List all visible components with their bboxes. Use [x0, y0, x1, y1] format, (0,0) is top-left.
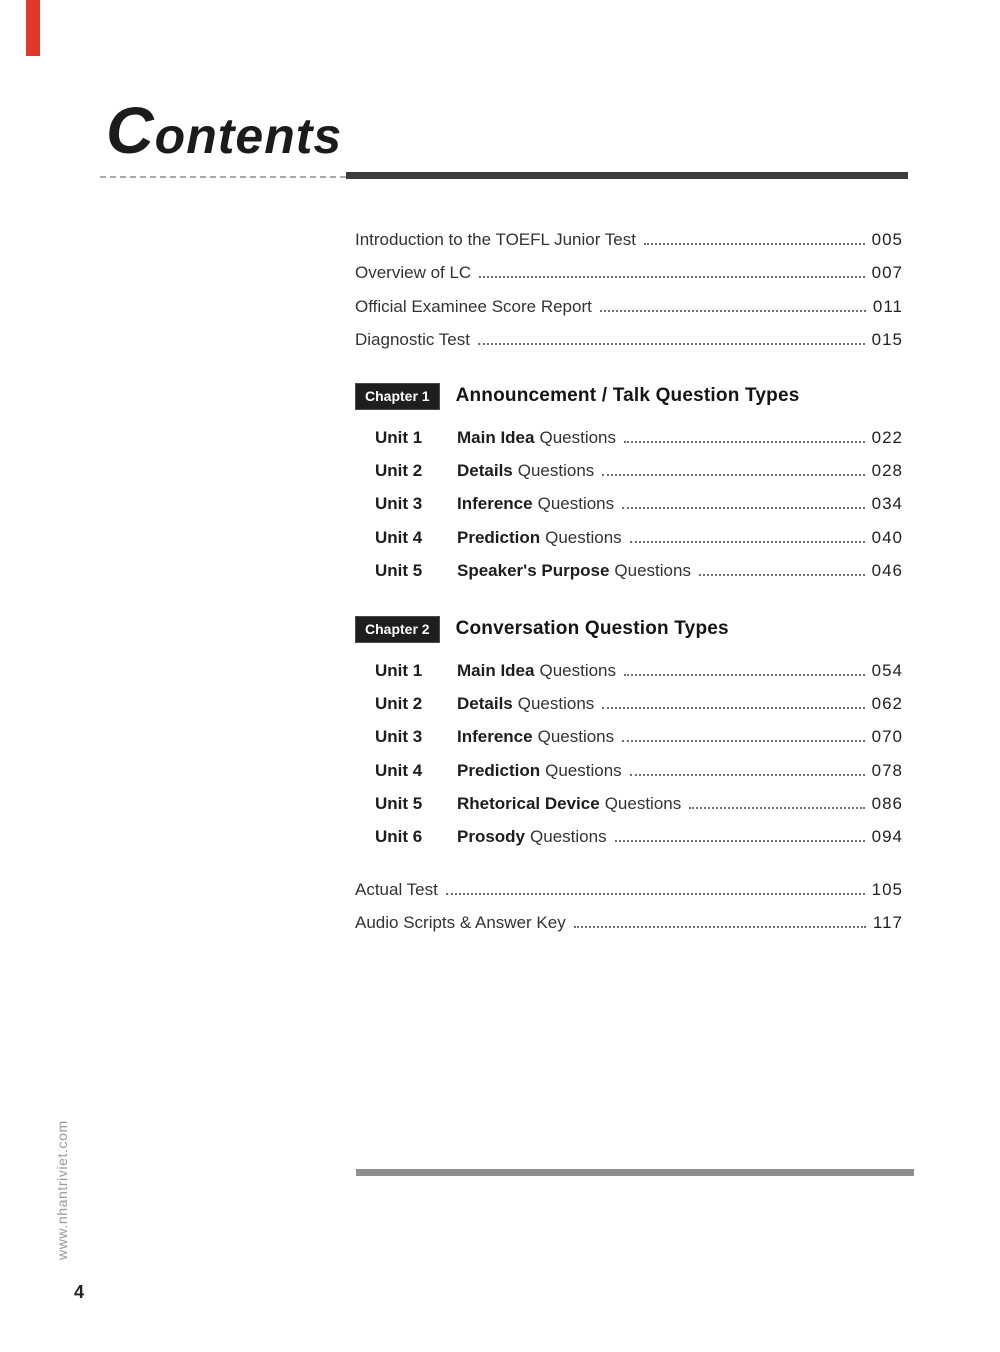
toc-unit-row [355, 528, 903, 548]
toc-page-number: 005 [871, 230, 903, 249]
toc-page-number: 022 [871, 427, 903, 447]
unit-label: Unit 5 [375, 794, 423, 814]
dot-leader [624, 441, 865, 443]
unit-label: Unit 1 [375, 427, 423, 447]
chapter-section [355, 616, 903, 848]
dot-leader [615, 840, 865, 842]
chapter-badge: Chapter 1 [355, 383, 440, 410]
toc-page-number: 040 [871, 527, 903, 547]
dot-leader [689, 807, 864, 809]
toc-row [355, 297, 903, 317]
dot-leader [574, 926, 866, 928]
unit-label: Unit 4 [375, 527, 423, 547]
unit-topic-suffix: Questions [539, 660, 617, 680]
unit-topic-suffix: Questions [545, 760, 622, 780]
unit-topic: Inference [457, 494, 533, 514]
unit-topic-suffix: Questions [539, 427, 617, 447]
dot-leader [630, 774, 865, 776]
toc-unit-row [355, 561, 903, 581]
toc-page-number: 086 [871, 794, 903, 814]
unit-label: Unit 2 [375, 460, 423, 480]
unit-topic-suffix: Questions [517, 693, 595, 713]
unit-topic: Details [457, 460, 513, 480]
dot-leader [600, 310, 866, 312]
title-dashed-rule [100, 176, 346, 178]
dot-leader [478, 343, 865, 345]
toc-label: Official Examinee Score Report [355, 296, 592, 316]
unit-topic: Main Idea [457, 660, 535, 680]
unit-label: Unit 5 [375, 561, 423, 581]
toc-unit-row [355, 494, 903, 514]
toc-page-number: 062 [871, 693, 903, 713]
table-of-contents [355, 230, 903, 947]
toc-row [355, 913, 903, 933]
toc-unit-row [355, 727, 903, 747]
toc-page-number: 105 [871, 879, 903, 899]
toc-unit-row [355, 461, 903, 481]
unit-topic-suffix: Questions [517, 460, 595, 480]
unit-topic: Prediction [457, 527, 541, 547]
toc-page-number: 070 [871, 727, 903, 747]
chapter-badge: Chapter 2 [355, 616, 440, 643]
watermark-url: www.nhantriviet.com [54, 1120, 70, 1260]
toc-unit-row [355, 661, 903, 681]
dot-leader [446, 893, 865, 895]
dot-leader [624, 674, 865, 676]
toc-unit-row [355, 694, 903, 714]
toc-label: Diagnostic Test [355, 330, 470, 350]
unit-label: Unit 3 [375, 494, 423, 514]
unit-label: Unit 6 [375, 827, 423, 847]
toc-page-number: 034 [871, 494, 903, 514]
dot-leader [622, 740, 864, 742]
unit-topic-suffix: Questions [545, 527, 622, 547]
toc-page-number: 117 [872, 913, 903, 933]
dot-leader [602, 474, 864, 476]
red-corner-mark [26, 0, 40, 56]
toc-page-number: 007 [871, 263, 903, 283]
dot-leader [479, 276, 864, 278]
chapter-heading [355, 383, 903, 410]
bottom-rule [356, 1169, 914, 1176]
chapter-section [355, 383, 903, 582]
toc-page-number: 028 [871, 460, 903, 480]
toc-unit-row [355, 794, 903, 814]
toc-page-number: 054 [871, 660, 903, 680]
toc-label: Introduction to the TOEFL Junior Test [355, 230, 636, 249]
toc-unit-row [355, 827, 903, 847]
unit-topic: Speaker's Purpose [457, 561, 610, 581]
unit-topic-suffix: Questions [604, 794, 682, 814]
unit-label: Unit 4 [375, 760, 423, 780]
unit-topic: Prediction [457, 760, 541, 780]
toc-page-number: 011 [872, 296, 903, 316]
toc-page-number: 015 [871, 330, 903, 350]
unit-topic: Inference [457, 727, 533, 747]
chapter-title: Conversation Question Types [455, 618, 729, 640]
chapter-heading [355, 616, 903, 643]
toc-page-number: 046 [871, 561, 903, 581]
toc-row [355, 330, 903, 350]
toc-unit-row [355, 428, 903, 448]
unit-topic: Rhetorical Device [457, 794, 600, 814]
dot-leader [630, 541, 865, 543]
unit-topic: Prosody [457, 827, 526, 847]
toc-page-number: 078 [871, 760, 903, 780]
dot-leader [602, 707, 864, 709]
unit-label: Unit 1 [375, 660, 423, 680]
unit-label: Unit 3 [375, 727, 423, 747]
toc-unit-row [355, 761, 903, 781]
chapter-title: Announcement / Talk Question Types [455, 385, 800, 407]
page-number: 4 [74, 1282, 85, 1302]
unit-topic-suffix: Questions [537, 727, 615, 747]
dot-leader [622, 507, 864, 509]
toc-page-number: 094 [871, 827, 903, 847]
back-matter-section [355, 880, 903, 934]
page-title: Contents [106, 93, 343, 167]
toc-row [355, 263, 903, 283]
toc-label: Overview of LC [355, 263, 472, 283]
unit-topic: Details [457, 693, 513, 713]
dot-leader [699, 574, 865, 576]
unit-topic-suffix: Questions [614, 561, 691, 581]
toc-row [355, 230, 903, 250]
title-rule [346, 172, 908, 179]
toc-label: Audio Scripts & Answer Key [355, 913, 566, 933]
dot-leader [644, 243, 865, 245]
unit-topic-suffix: Questions [530, 827, 607, 847]
unit-topic-suffix: Questions [537, 494, 615, 514]
unit-label: Unit 2 [375, 693, 423, 713]
unit-topic: Main Idea [457, 427, 535, 447]
toc-label: Actual Test [355, 879, 438, 899]
toc-row [355, 880, 903, 900]
